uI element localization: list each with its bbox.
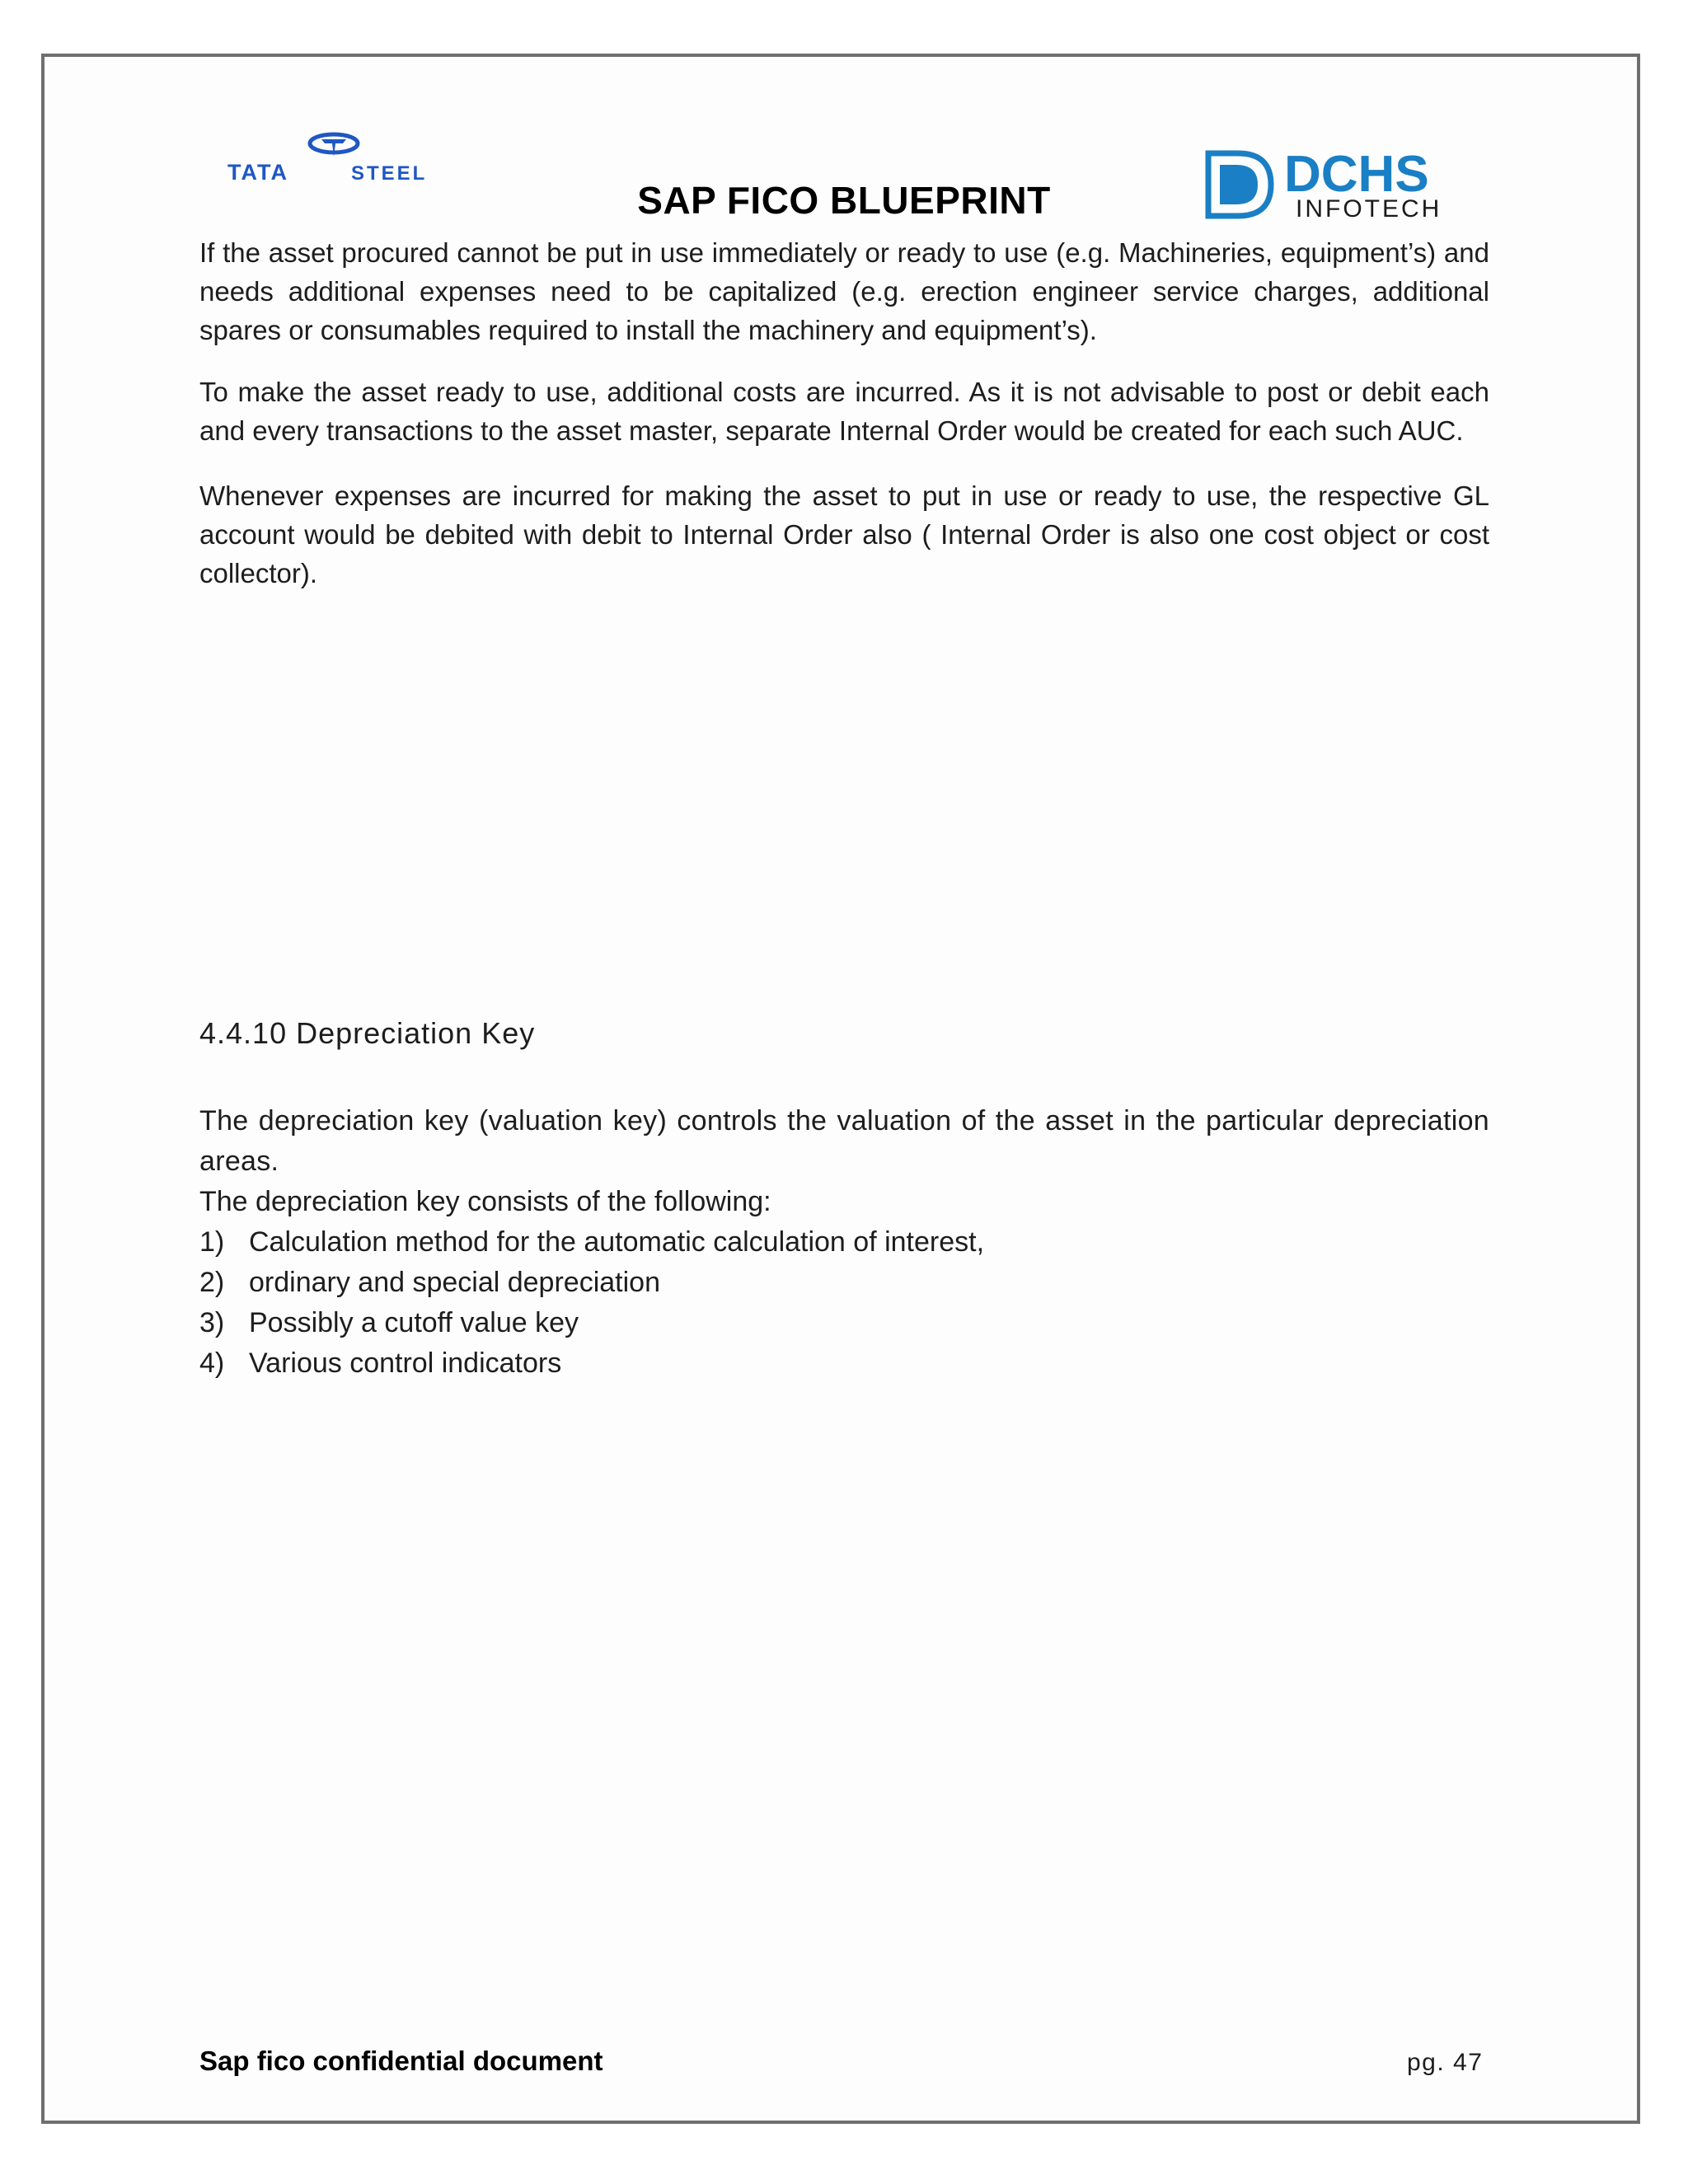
list-intro: The depreciation key consists of the following:	[199, 1186, 771, 1217]
page-frame	[41, 54, 1640, 2124]
list-item-number: 3)	[199, 1307, 225, 1338]
list-item-number: 2)	[199, 1267, 225, 1298]
footer-confidential-label: Sap fico confidential document	[199, 2046, 603, 2076]
steel-logo-text: STEEL	[351, 162, 428, 185]
infotech-logo-text: INFOTECH	[1296, 195, 1442, 221]
section-intro: The depreciation key (valuation key) controls the valuation of the asset in the particular depreciation areas.	[199, 1105, 1489, 1177]
depreciation-key-list	[199, 1222, 1489, 1384]
paragraph-2: To make the asset ready to use, additional costs are incurred. As it is not advisable to post or debit each and every transactions to the asset master, separate Internal Order would be created for each such AUC.	[199, 377, 1489, 446]
paragraph-3: Whenever expenses are incurred for making the asset to put in use or ready to use, the respective GL account would be debited with debit to Internal Order also ( Internal Order is also one cost object or cost collector).	[199, 480, 1489, 588]
list-item	[199, 1303, 1489, 1343]
list-item-number: 1)	[199, 1226, 225, 1258]
list-item	[199, 1222, 1489, 1263]
list-item-text: Various control indicators	[249, 1347, 562, 1379]
list-item	[199, 1343, 1489, 1384]
list-item-text: Calculation method for the automatic calculation of interest,	[249, 1226, 985, 1258]
page-title: SAP FICO BLUEPRINT	[637, 179, 1051, 222]
dchs-logo-text: DCHS	[1284, 146, 1429, 203]
depreciation-key-block	[199, 1101, 1489, 1384]
page-number: pg. 47	[1407, 2049, 1484, 2076]
tata-logo-text: TATA	[227, 160, 288, 185]
tata-steel-logo	[224, 132, 455, 185]
list-item-number: 4)	[199, 1347, 225, 1379]
list-item	[199, 1263, 1489, 1303]
list-item-text: ordinary and special depreciation	[249, 1267, 660, 1298]
section-heading: 4.4.10 Depreciation Key	[199, 1016, 536, 1050]
paragraph-1: If the asset procured cannot be put in use immediately or ready to use (e.g. Machineries, equipment’s) and needs additional expenses need to be capitalized (e.g. erection engineer service charges, additional spares or consumables required to install the machinery and equipment’s).	[199, 237, 1489, 345]
list-item-text: Possibly a cutoff value key	[249, 1307, 579, 1338]
